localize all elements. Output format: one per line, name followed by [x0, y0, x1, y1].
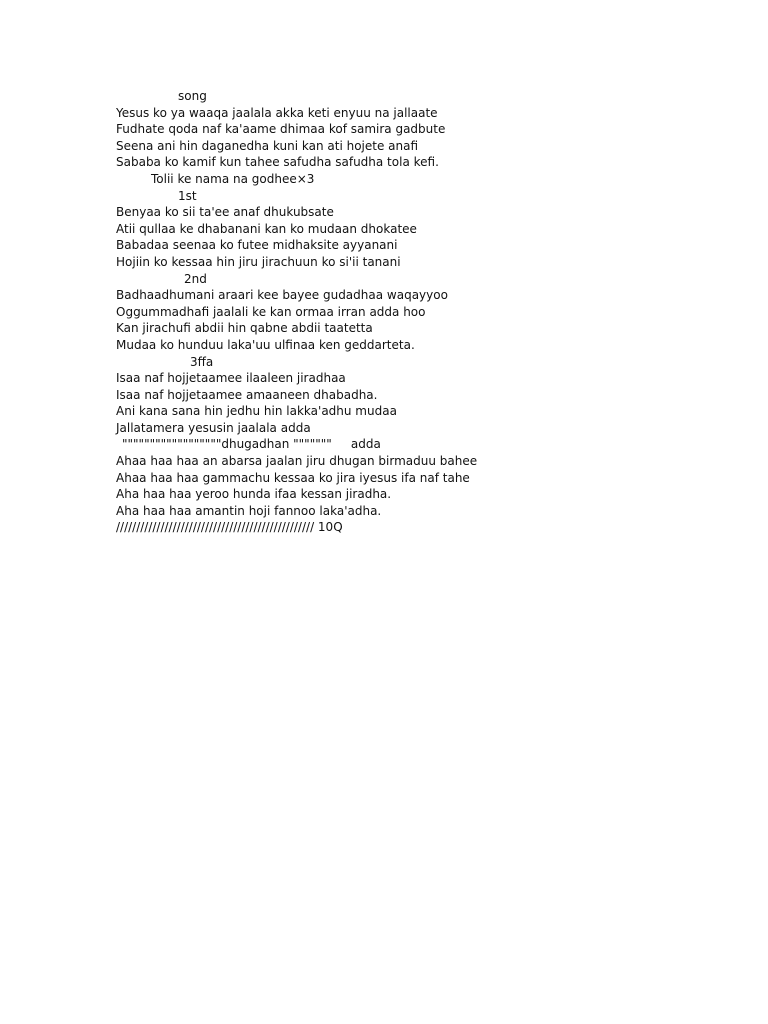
text-line: Badhaadhumani araari kee bayee gudadhaa waqayyoo	[116, 288, 448, 303]
text-line: Oggummadhafi jaalali ke kan ormaa irran adda hoo	[116, 304, 426, 319]
text-line: """"""""""""""""""dhugadhan """"""" adda	[122, 437, 381, 452]
song-text-block	[116, 88, 736, 536]
text-line: song	[178, 89, 207, 103]
text-line: Ahaa haa haa an abarsa jaalan jiru dhugan birmaduu bahee	[116, 454, 478, 469]
text-line: Mudaa ko hunduu laka'uu ulfinaa ken geddarteta.	[116, 337, 415, 352]
text-line: 3ffa	[190, 354, 214, 369]
text-line: Fudhate qoda naf ka'aame dhimaa kof samira gadbute	[116, 122, 446, 137]
text-line: Isaa naf hojjetaamee amaaneen dhabadha.	[116, 387, 378, 402]
text-line: ///////////////////////////////////////////////// 10Q	[116, 520, 343, 535]
text-line: Sababa ko kamif kun tahee safudha safudha tola kefi.	[116, 155, 439, 170]
text-line: Aha haa haa amantin hoji fannoo laka'adha.	[116, 503, 382, 518]
text-line: Ahaa haa haa gammachu kessaa ko jira iyesus ifa naf tahe	[116, 470, 470, 485]
text-line: Isaa naf hojjetaamee ilaaleen jiradhaa	[116, 371, 346, 386]
text-line: Kan jirachufi abdii hin qabne abdii taatetta	[116, 321, 373, 336]
text-line: Jallatamera yesusin jaalala adda	[116, 420, 311, 435]
text-line: Tolii ke nama na godhee×3	[151, 171, 315, 186]
text-line: Babadaa seenaa ko futee midhaksite ayyanani	[116, 238, 398, 253]
text-line: Aha haa haa yeroo hunda ifaa kessan jiradha.	[116, 487, 392, 502]
text-line: Seena ani hin daganedha kuni kan ati hojete anafi	[116, 138, 419, 153]
text-line: 1st	[178, 188, 197, 203]
text-line: 2nd	[184, 271, 207, 286]
text-line: Benyaa ko sii ta'ee anaf dhukubsate	[116, 205, 334, 220]
text-line: Ani kana sana hin jedhu hin lakka'adhu mudaa	[116, 404, 397, 419]
text-line: Yesus ko ya waaqa jaalala akka keti enyuu na jallaate	[116, 105, 438, 120]
text-line: Hojiin ko kessaa hin jiru jirachuun ko si'ii tanani	[116, 254, 401, 269]
text-line: Atii qullaa ke dhabanani kan ko mudaan dhokatee	[116, 221, 417, 236]
